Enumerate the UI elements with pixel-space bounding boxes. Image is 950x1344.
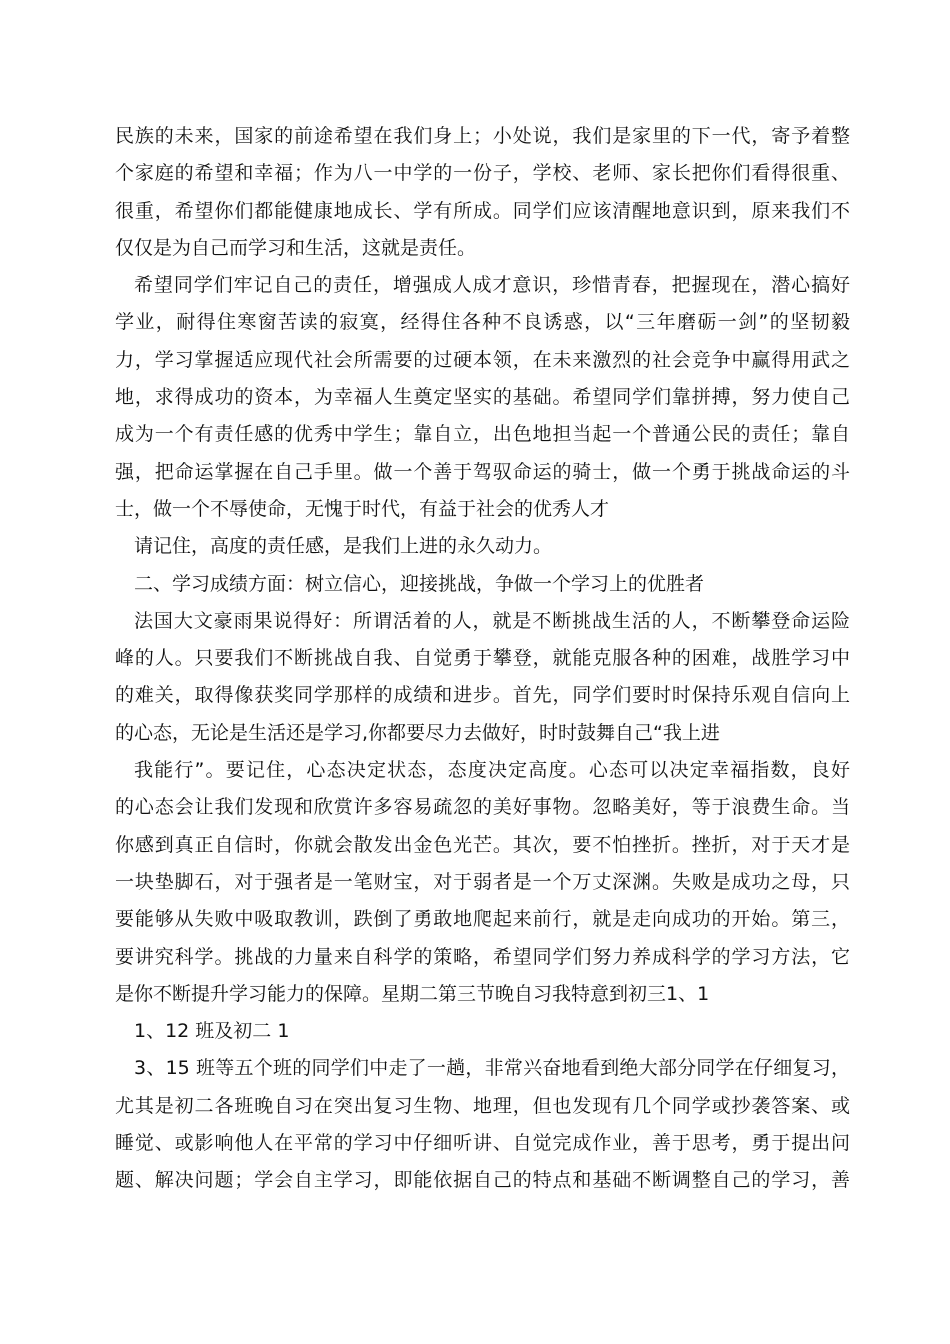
text-line: 仅仅是为自己而学习和生活，这就是责任。	[115, 236, 477, 259]
section-heading: 二、学习成绩方面：树立信心，迎接挑战，争做一个学习上的优胜者	[134, 572, 705, 595]
text-line: 要讲究科学。挑战的力量来自科学的策略，希望同学们努力养成科学的学习方法，它	[115, 945, 850, 968]
text-line: 题、解决问题；学会自主学习，即能依据自己的特点和基础不断调整自己的学习，善	[115, 1169, 850, 1192]
text-line: 民族的未来，国家的前途希望在我们身上；小处说，我们是家里的下一代，寄予着整	[115, 125, 850, 147]
text-line: 峰的人。只要我们不断挑战自我、自觉勇于攀登，就能克服各种的困难，战胜学习中	[115, 647, 850, 670]
text-line: 的难关，取得像获奖同学那样的成绩和进步。首先，同学们要时时保持乐观自信向上	[115, 684, 850, 707]
text-line: 力，学习掌握适应现代社会所需要的过硬本领，在未来激烈的社会竞争中赢得用武之	[115, 348, 850, 371]
paragraph-first-line: 希望同学们牢记自己的责任，增强成人成才意识，珍惜青春，把握现在，潜心搞好	[134, 274, 850, 297]
text-line: 的心态会让我们发现和欣赏许多容易疏忽的美好事物。忽略美好，等于浪费生命。当	[115, 796, 850, 819]
paragraph-first-line: 我能行”。要记住，心态决定状态，态度决定高度。心态可以决定幸福指数，良好	[134, 759, 850, 782]
text-line: 尤其是初二各班晚自习在突出复习生物、地理，但也发现有几个同学或抄袭答案、或	[115, 1094, 850, 1117]
text-line: 成为一个有责任感的优秀中学生；靠自立，出色地担当起一个普通公民的责任；靠自	[115, 423, 850, 446]
text-line: 一块垫脚石，对于强者是一笔财宝，对于弱者是一个万丈深渊。失败是成功之母，只	[115, 870, 850, 893]
text-line: 要能够从失败中吸取教训，跌倒了勇敢地爬起来前行，就是走向成功的开始。第三，	[115, 908, 850, 931]
text-line: 学业，耐得住寒窗苦读的寂寞，经得住各种不良诱惑，以“三年磨砺一剑”的坚韧毅	[115, 311, 850, 334]
text-line: 是你不断提升学习能力的保障。星期二第三节晚自习我特意到初三1、1	[115, 982, 710, 1005]
text-line: 地，求得成功的资本，为幸福人生奠定坚实的基础。希望同学们靠拼搏，努力使自己	[115, 386, 850, 409]
paragraph-first-line: 1、12 班及初二 1	[134, 1020, 290, 1043]
text-line: 你感到真正自信时，你就会散发出金色光芒。其次，要不怕挫折。挫折，对于天才是	[115, 833, 850, 856]
paragraph-first-line: 请记住，高度的责任感，是我们上进的永久动力。	[134, 535, 553, 558]
text-line: 个家庭的希望和幸福；作为八一中学的一份子，学校、老师、家长把你们看得很重、	[115, 162, 850, 185]
text-line: 士，做一个不辱使命，无愧于时代，有益于社会的优秀人才	[115, 497, 610, 520]
text-line: 强，把命运掌握在自己手里。做一个善于驾驭命运的骑士，做一个勇于挑战命运的斗	[115, 460, 850, 483]
body-text	[115, 118, 850, 1200]
text-line: 睡觉、或影响他人在平常的学习中仔细听讲、自觉完成作业，善于思考，勇于提出问	[115, 1132, 850, 1155]
paragraph-first-line: 法国大文豪雨果说得好：所谓活着的人，就是不断挑战生活的人，不断攀登命运险	[134, 609, 850, 632]
paragraph-first-line: 3、15 班等五个班的同学们中走了一趟，非常兴奋地看到绝大部分同学在仔细复习，	[134, 1057, 850, 1080]
text-line: 很重，希望你们都能健康地成长、学有所成。同学们应该清醒地意识到，原来我们不	[115, 199, 850, 222]
text-line: 的心态，无论是生活还是学习,你都要尽力去做好，时时鼓舞自己“我上进	[115, 721, 720, 744]
